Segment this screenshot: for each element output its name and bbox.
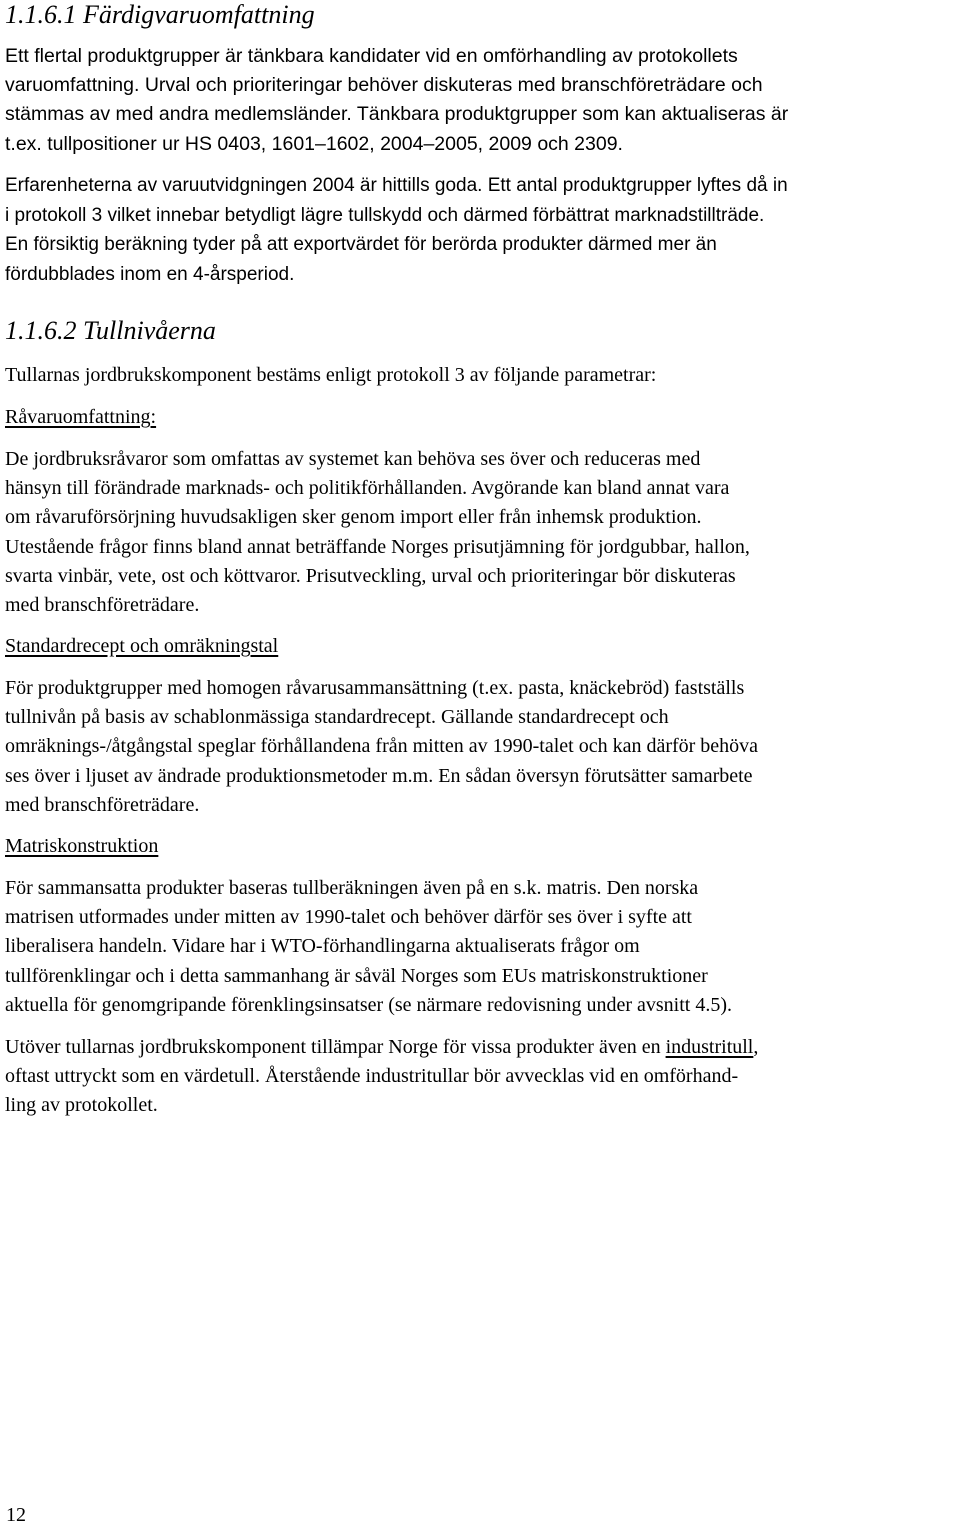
text-line: Tullarnas jordbrukskomponent bestäms enligt protokoll 3 av följande parametrar: bbox=[5, 364, 657, 386]
subheading-raw-materials: Råvaruomfattning: bbox=[5, 406, 157, 428]
text-line: varuomfattning. Urval och prioriteringar behöver diskuteras med branschföreträdare och bbox=[5, 74, 763, 97]
paragraph-matrix bbox=[5, 874, 732, 1020]
text-line: med branschföreträdare. bbox=[5, 594, 200, 617]
subheading-matrix: Matriskonstruktion bbox=[5, 835, 159, 857]
industrial-tariff-term: industritull bbox=[665, 1036, 754, 1058]
text-line: aktuella för genomgripande förenklingsinsatser (se närmare redovisning under avsnitt 4.5). bbox=[5, 993, 733, 1016]
section-heading-1: 1.1.6.1 Färdigvaruomfattning bbox=[5, 0, 315, 29]
paragraph-standard-recipes bbox=[5, 674, 758, 820]
text-line: Erfarenheterna av varuutvidgningen 2004 är hittills goda. Ett antal produktgrupper lyftes då in bbox=[5, 175, 788, 196]
paragraph-experience bbox=[5, 171, 788, 289]
text-line: med branschföreträdare. bbox=[5, 793, 200, 816]
paragraph-intro bbox=[5, 361, 656, 390]
text-line: De jordbruksråvaror som omfattas av systemet kan behöva ses över och reduceras med bbox=[5, 448, 701, 470]
text-line: ling av protokollet. bbox=[5, 1094, 158, 1117]
text-line: Ett flertal produktgrupper är tänkbara kandidater vid en omförhandling av protokollets bbox=[5, 45, 738, 67]
text-line: hänsyn till förändrade marknads- och politikförhållanden. Avgörande kan bland annat vara bbox=[5, 477, 730, 500]
text-line: oftast uttryckt som en värdetull. Återstående industritullar bör avvecklas vid en omförhand- bbox=[5, 1065, 739, 1088]
text-segment: , bbox=[753, 1036, 759, 1058]
text-line: stämmas av med andra medlemsländer. Tänkbara produktgrupper som kan aktualiseras är bbox=[5, 103, 789, 126]
text-line: liberalisera handeln. Vidare har i WTO-förhandlingarna aktualiserats frågor om bbox=[5, 935, 640, 958]
section-heading-2: 1.1.6.2 Tullnivåerna bbox=[5, 316, 216, 345]
subheading-standard-recipes: Standardrecept och omräkningstal bbox=[5, 635, 279, 657]
text-line: ses över i ljuset av ändrade produktionsmetoder m.m. En sådan översyn förutsätter samarbete bbox=[5, 764, 753, 787]
text-segment: Utöver tullarnas jordbrukskomponent tillämpar Norge för vissa produkter även en bbox=[5, 1036, 666, 1058]
text-line: Utestående frågor finns bland annat beträffande Norges prisutjämning för jordgubbar, hallon, bbox=[5, 535, 750, 558]
text-line: matrisen utformades under mitten av 1990-talet och behöver därför ses över i syfte att bbox=[5, 906, 692, 929]
text-line: tullnivån på basis av schablonmässiga standardrecept. Gällande standardrecept och bbox=[5, 706, 669, 729]
text-line: För produktgrupper med homogen råvarusammansättning (t.ex. pasta, knäckebröd) fastställs bbox=[5, 677, 745, 699]
text-line: t.ex. tullpositioner ur HS 0403, 1601–1602, 2004–2005, 2009 och 2309. bbox=[5, 132, 623, 155]
paragraph-raw-materials bbox=[5, 445, 750, 620]
paragraph-product-scope bbox=[5, 42, 788, 159]
text-line: omräknings-/åtgångstal speglar förhållandena från mitten av 1990-talet och kan därför behöva bbox=[5, 735, 759, 758]
text-line bbox=[5, 1033, 758, 1062]
text-line: svarta vinbär, vete, ost och köttvaror. Prisutveckling, urval och prioriteringar bör diskuteras bbox=[5, 564, 736, 587]
text-line: fördubblades inom en 4-årsperiod. bbox=[5, 263, 295, 285]
text-line: En försiktig beräkning tyder på att exportvärdet för berörda produkter därmed mer än bbox=[5, 234, 717, 255]
text-line: tullförenklingar och i detta sammanhang är såväl Norges som EUs matriskonstruktioner bbox=[5, 964, 708, 987]
page-number: 12 bbox=[6, 1504, 26, 1526]
paragraph-industrial-tariff bbox=[5, 1033, 758, 1121]
text-line: i protokoll 3 vilket innebar betydligt lägre tullskydd och därmed förbättrat marknadstillträde. bbox=[5, 204, 765, 226]
text-line: För sammansatta produkter baseras tullberäkningen även på en s.k. matris. Den norska bbox=[5, 877, 699, 899]
text-line: om råvaruförsörjning huvudsakligen sker genom import eller från inhemsk produktion. bbox=[5, 506, 702, 529]
